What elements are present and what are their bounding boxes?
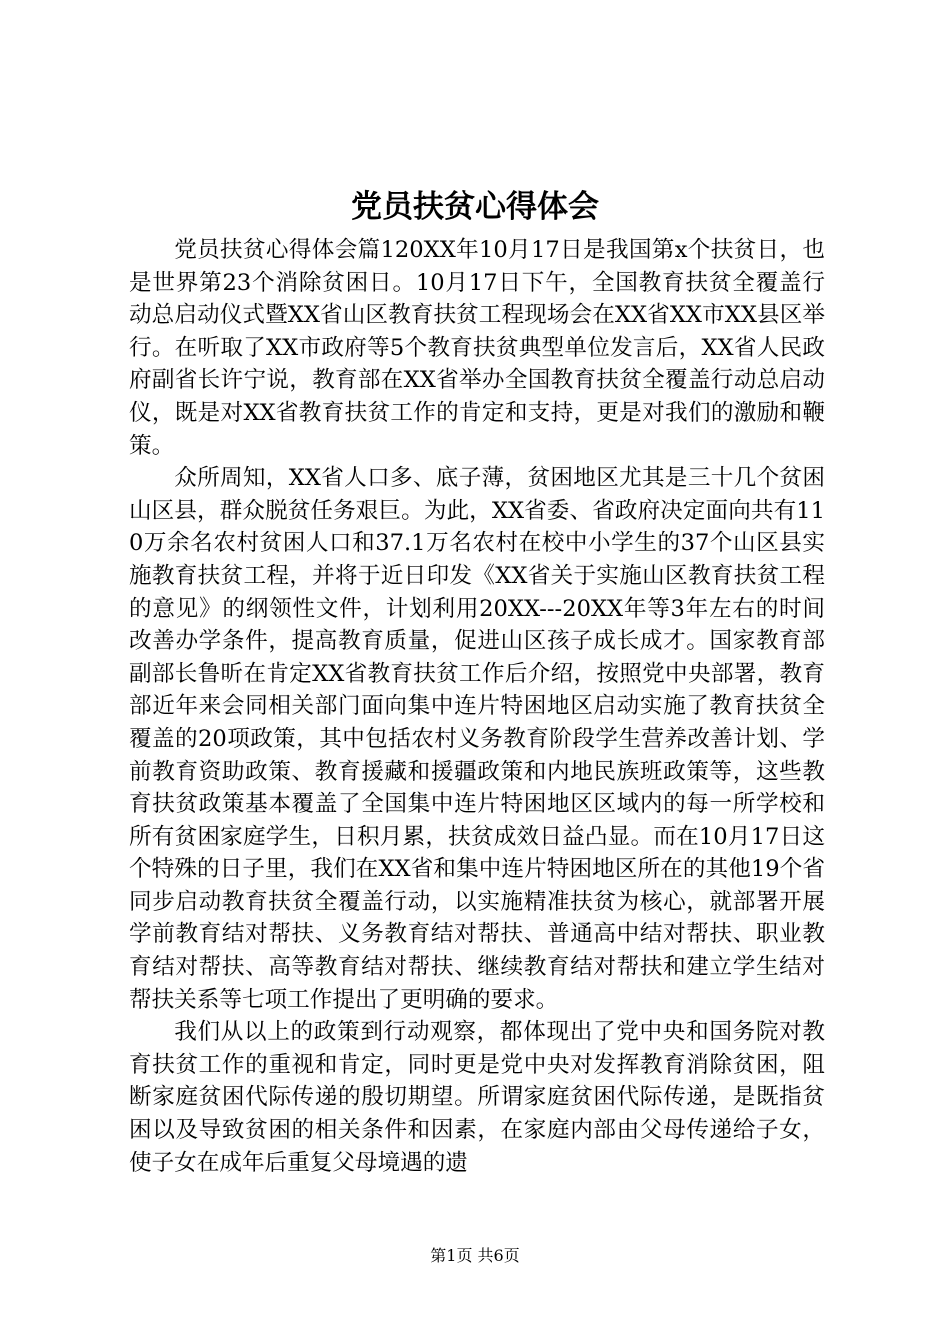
document-title: 党员扶贫心得体会 [351,189,599,225]
paragraph-2: 众所周知，XX省人口多、底子薄，贫困地区尤其是三十几个贫困山区县，群众脱贫任务艰巨。为此，XX省委、省政府决定面向共有110万余名农村贫困人口和37.1万名农村在校中小学生的37个山区县实施教育扶贫工程，并将于近日印发《XX省关于实施山区教育扶贫工程的意见》的纲领性文件，计划利用20XX---20XX年等3年左右的时间改善办学条件，提高教育质量，促进山区孩子成长成才。国家教育部副部长鲁昕在肯定XX省教育扶贫工作后介绍，按照党中央部署，教育部近年来会同相关部门面向集中连片特困地区启动实施了教育扶贫全覆盖的20项政策，其中包括农村义务教育阶段学生营养改善计划、学前教育资助政策、教育援藏和援疆政策和内地民族班政策等，这些教育扶贫政策基本覆盖了全国集中连片特困地区区域内的每一所学校和所有贫困家庭学生，日积月累，扶贫成效日益凸显。而在10月17日这个特殊的日子里，我们在XX省和集中连片特困地区所在的其他19个省同步启动教育扶贫全覆盖行动，以实施精准扶贫为核心，就部署开展学前教育结对帮扶、义务教育结对帮扶、普通高中结对帮扶、职业教育结对帮扶、高等教育结对帮扶、继续教育结对帮扶和建立学生结对帮扶关系等七项工作提出了更明确的要求。 [129,465,825,1013]
paragraph-3: 我们从以上的政策到行动观察，都体现出了党中央和国务院对教育扶贫工作的重视和肯定，同时更是党中央对发挥教育消除贫困，阻断家庭贫困代际传递的殷切期望。所谓家庭贫困代际传递，是既指贫困以及导致贫困的相关条件和因素，在家庭内部由父母传递给子女，使子女在成年后重复父母境遇的遗 [129,1019,825,1176]
paragraph-1: 党员扶贫心得体会篇120XX年10月17日是我国第x个扶贫日，也是世界第23个消除贫困日。10月17日下午，全国教育扶贫全覆盖行动总启动仪式暨XX省山区教育扶贫工程现场会在XX省XX市XX县区举行。在听取了XX市政府等5个教育扶贫典型单位发言后，XX省人民政府副省长许宁说，教育部在XX省举办全国教育扶贫全覆盖行动总启动仪，既是对XX省教育扶贫工作的肯定和支持，更是对我们的激励和鞭策。 [129,237,825,459]
document-body [129,234,825,1179]
page-footer: 第1页 共6页 [430,1246,520,1265]
